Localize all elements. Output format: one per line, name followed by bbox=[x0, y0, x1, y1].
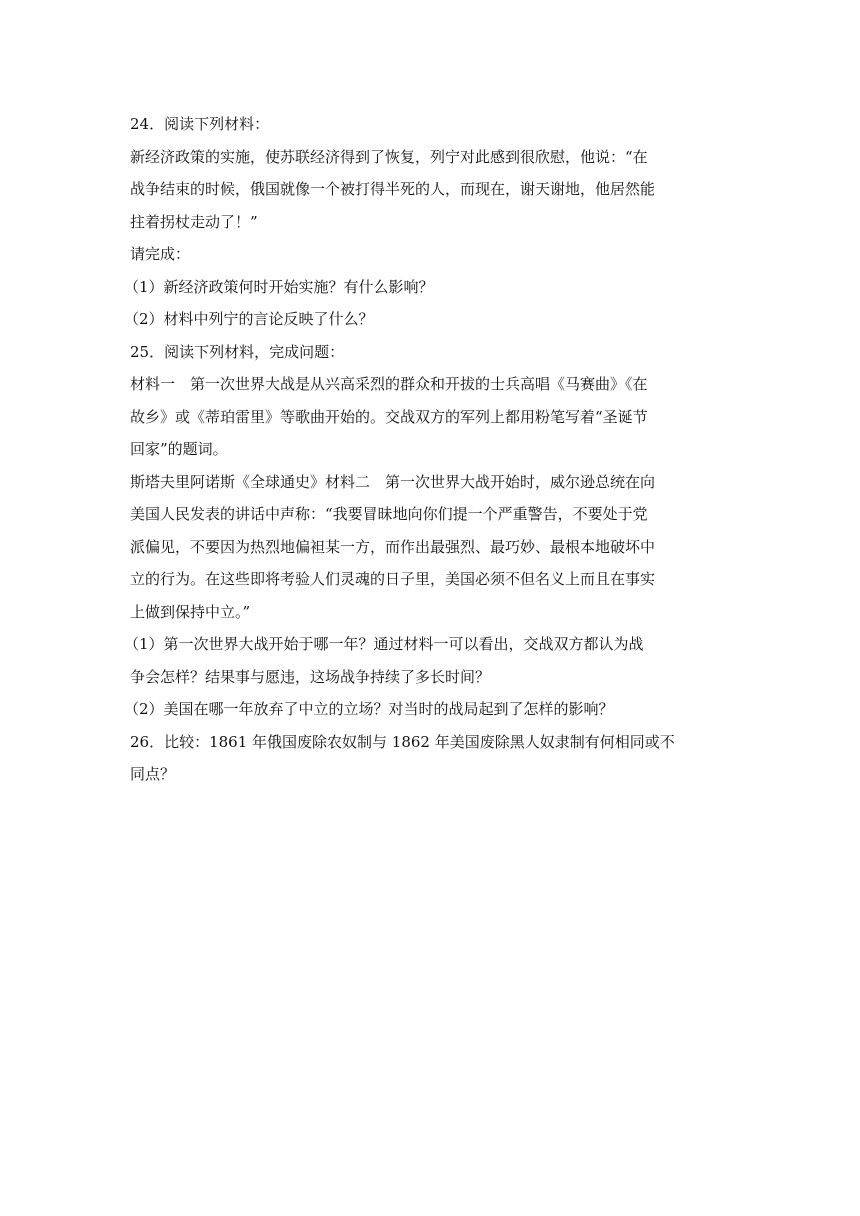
question-24-title: 24．阅读下列材料： bbox=[130, 115, 270, 133]
question-24-material-line: 战争结束的时候，俄国就像一个被打得半死的人，而现在，谢天谢地，他居然能 bbox=[130, 180, 656, 198]
question-25 bbox=[124, 336, 735, 726]
question-25-material-line: 派偏见，不要因为热烈地偏袒某一方，而作出最强烈、最巧妙、最根本地破坏中 bbox=[130, 537, 656, 556]
question-25-material-line: 立的行为。在这些即将考验人们灵魂的日子里，美国必须不但名义上而且在事实 bbox=[130, 570, 656, 588]
question-24-material-line: 新经济政策的实施，使苏联经济得到了恢复，列宁对此感到很欣慰，他说：“在 bbox=[130, 147, 648, 166]
question-25-material-line: 材料一 第一次世界大战是从兴高采烈的群众和开拔的士兵高唱《马赛曲》《在 bbox=[130, 375, 648, 393]
question-24-material-line: 拄着拐杖走动了！” bbox=[130, 212, 258, 231]
question-25-subquestion-2: （2）美国在哪一年放弃了中立的立场？对当时的战局起到了怎样的影响？ bbox=[124, 700, 614, 718]
question-24-subquestion-2: （2）材料中列宁的言论反映了什么？ bbox=[124, 310, 374, 328]
question-25-subquestion-1-cont: 争会怎样？结果事与愿违，这场战争持续了多长时间？ bbox=[130, 667, 491, 686]
question-26-title-cont: 同点？ bbox=[130, 765, 176, 783]
question-25-material-line: 美国人民发表的讲话中声称：“我要冒昧地向你们提一个严重警告，不要处于党 bbox=[130, 505, 648, 523]
question-24-subquestion-1: （1）新经济政策何时开始实施？有什么影响？ bbox=[124, 277, 434, 296]
question-25-material-line: 回家”的题词。 bbox=[130, 440, 228, 458]
question-24 bbox=[124, 108, 735, 336]
question-25-material-line: 上做到保持中立。” bbox=[130, 602, 251, 621]
document-page bbox=[124, 108, 735, 791]
question-25-subquestion-1: （1）第一次世界大战开始于哪一年？通过材料一可以看出，交战双方都认为战 bbox=[124, 635, 644, 653]
question-25-material-line: 故乡》或《蒂珀雷里》等歌曲开始的。交战双方的军列上都用粉笔写着“圣诞节 bbox=[130, 407, 648, 426]
question-25-material-line: 斯塔夫里阿诺斯《全球通史》材料二 第一次世界大战开始时，威尔逊总统在向 bbox=[130, 472, 656, 491]
question-26-title: 26．比较：1861 年俄国废除农奴制与 1862 年美国废除黑人奴隶制有何相同或不 bbox=[130, 732, 675, 751]
question-24-instruction: 请完成： bbox=[130, 245, 191, 263]
question-26 bbox=[130, 726, 735, 791]
question-25-title: 25．阅读下列材料，完成问题： bbox=[130, 342, 345, 361]
